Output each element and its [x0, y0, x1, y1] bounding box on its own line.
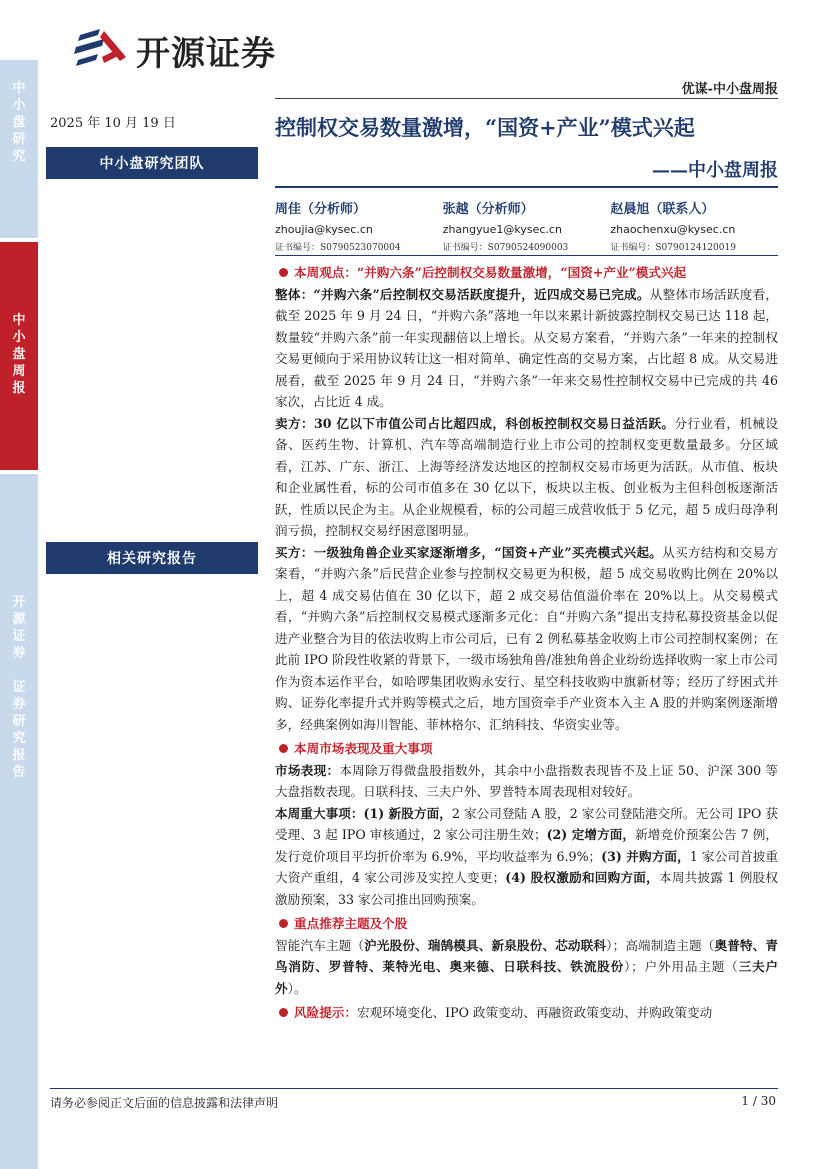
- side-label-char: 研: [12, 714, 26, 729]
- side-label-char: 告: [12, 765, 26, 780]
- section-heading-view: 本周观点：“并购六条”后控制权交易数量激增，“国资+产业”模式兴起: [275, 262, 778, 284]
- analyst-card: [443, 198, 611, 253]
- report-date: 2025 年 10 月 19 日: [50, 116, 176, 131]
- paragraph-picks: 智能汽车主题（沪光股份、瑞鹄模具、新泉股份、芯动联科）；高端制造主题（奥普特、青鸟消防、罗普特、莱特光电、奥来德、日联科技、铁流股份）；户外用品主题（三夫户外）。: [275, 937, 779, 996]
- section-heading-risk: 风险提示： 宏观环境变化、IPO 政策变动、再融资政策变动、并购政策变动: [275, 1002, 778, 1024]
- analyst-name: 赵晨旭（联系人）: [610, 202, 715, 217]
- side-label-char: 盘: [12, 115, 26, 130]
- related-reports-label: 相关研究报告: [46, 542, 258, 574]
- analyst-card: [610, 198, 778, 253]
- brand-logo: [74, 26, 324, 74]
- side-label-char: 盘: [12, 347, 26, 362]
- section-heading-picks: 重点推荐主题及个股: [275, 913, 778, 935]
- paragraph-buyer: 买方：一级独角兽企业买家逐渐增多，“国资+产业”买壳模式兴起。从买方结构和交易方案看，“并购六条”后民营企业参与控制权交易更为积极，超 5 成交易收购比例在 20%以上，超 4 成交易估值在 30 亿以下，超 2 成交易估值溢价率在 20%以上。从交易模式看，“并购六条”后控制权交易模式逐渐多元化：自“并购六条”提出支持私募投资基金以促进产业整合为目的依法收购上市公司后，已有 2 例私募基金收购上市公司控制权案例；在此前 IPO 阶段性收紧的背景下，一级市场独角兽/准独角兽企业纷纷选择收购一家上市公司作为资本运作平台，如哈啰集团收购永安行、星空科技收购中旗新材等；经历了纾困式并购、证券化率提升式并购等模式之后，地方国资牵手产业资本入主 A 股的并购案例逐渐增多，经典案例如海川智能、菲林格尔、汇纳科技、华资实业等。: [275, 544, 779, 732]
- side-label-char: 报: [12, 381, 26, 396]
- analyst-list: [275, 198, 778, 253]
- side-label-char: 中: [12, 313, 26, 328]
- brand-name: 开源证券: [136, 33, 276, 74]
- side-label-char: 研: [12, 132, 26, 147]
- footer-rule: [50, 1088, 778, 1089]
- side-label-char: 究: [12, 149, 26, 164]
- side-label-char: 证: [12, 680, 26, 695]
- bullet-icon: [279, 1008, 288, 1017]
- paragraph-market: 市场表现：本周除万得微盘股指数外，其余中小盘指数表现皆不及上证 50、沪深 300 等大盘指数表现。日联科技、三夫户外、罗普特本周表现相对较好。: [275, 762, 779, 799]
- analyst-license: 证书编号：S0790124120019: [610, 243, 736, 253]
- page-number: 1 / 30: [741, 1094, 776, 1108]
- side-label-research: [0, 60, 38, 238]
- title-rule: [275, 186, 778, 188]
- analyst-name: 张越（分析师）: [442, 202, 534, 217]
- side-label-char: 证: [12, 629, 26, 644]
- analyst-email[interactable]: zhoujia@kysec.cn: [275, 223, 373, 236]
- risk-text: 宏观环境变化、IPO 政策变动、再融资政策变动、并购政策变动: [356, 1005, 713, 1020]
- side-label-weekly: [0, 242, 38, 470]
- analyst-rule: [275, 255, 778, 256]
- section-heading-market: 本周市场表现及重大事项: [275, 738, 778, 760]
- side-label-char: 周: [12, 364, 26, 379]
- analyst-license: 证书编号：S0790524090003: [442, 243, 569, 253]
- footer-disclaimer: 请务必参阅正文后面的信息披露和法律声明: [50, 1096, 279, 1110]
- side-label-char: 报: [12, 748, 26, 763]
- report-summary: [275, 262, 778, 1024]
- side-label-char: [17, 662, 22, 679]
- analyst-name: 周佳（分析师）: [275, 202, 367, 217]
- side-label-char: 开: [12, 595, 26, 610]
- side-label-char: 券: [12, 697, 26, 712]
- bullet-icon: [279, 744, 288, 753]
- research-team-label: 中小盘研究团队: [46, 147, 258, 179]
- side-label-char: 小: [12, 98, 26, 113]
- report-subtitle: ——中小盘周报: [652, 160, 778, 181]
- side-label-char: 中: [12, 81, 26, 96]
- paragraph-overall: 整体：“并购六条”后控制权交易活跃度提升，近四成交易已完成。从整体市场活跃度看，截至 2025 年 9 月 24 日，“并购六条”落地一年以来累计新披露控制权交易已达 118 起，数量较“并购六条”前一年实现翻倍以上增长。从交易方案看，“并购六条”一年来的控制权交易更倾向于采用协议转让这一相对简单、确定性高的交易方案，占比超 8 成。从交易进展看，截至 2025 年 9 月 24 日，“并购六条”一年来交易性控制权交易中已完成的共 46 家次，占比近 4 成。: [275, 286, 778, 409]
- analyst-license: 证书编号：S0790523070004: [275, 243, 401, 253]
- bullet-icon: [279, 919, 288, 928]
- analyst-email[interactable]: zhaochenxu@kysec.cn: [610, 223, 736, 236]
- paragraph-events: 本周重大事项：(1) 新股方面，2 家公司登陆 A 股，2 家公司登陆港交所。无公司 IPO 获受理、3 起 IPO 审核通过，2 家公司注册生效；(2) 定增方面，新增竞价预案公告 7 例，发行竞价项目平均折价率为 6.9%，平均收益率为 6.9%；(3) 并购方面，1 家公司首披重大资产重组，4 家公司涉及实控人变更；(4) 股权激励和回购方面，本周共披露 1 例股权激励预案，33 家公司推出回购预案。: [275, 805, 778, 907]
- side-label-char: 券: [12, 646, 26, 661]
- analyst-card: [275, 198, 443, 253]
- side-label-char: 究: [12, 731, 26, 746]
- document-tag: 优谋-中小盘周报: [681, 82, 778, 97]
- side-label-char: 源: [12, 612, 26, 627]
- header-rule: [275, 98, 778, 99]
- bullet-icon: [279, 268, 288, 277]
- report-title: 控制权交易数量激增，“国资+产业”模式兴起: [275, 115, 695, 140]
- paragraph-seller: 卖方：30 亿以下市值公司占比超四成，科创板控制权交易日益活跃。分行业看，机械设备、医药生物、计算机、汽车等高端制造行业上市公司的控制权变更数量最多。分区域看，江苏、广东、浙江、上海等经济发达地区的控制权交易市场更为活跃。从市值、板块和企业属性看，标的公司市值多在 30 亿以下，板块以主板、创业板为主但科创板逐渐活跃，性质以民企为主。从企业规模看，标的公司超三成营收低于 5 亿元，超 5 成归母净利润亏损，控制权交易纾困意图明显。: [275, 415, 778, 538]
- analyst-email[interactable]: zhangyue1@kysec.cn: [442, 223, 562, 236]
- brand-mark-icon: [74, 27, 130, 73]
- side-label-brand: [0, 474, 38, 1169]
- side-label-char: 小: [12, 330, 26, 345]
